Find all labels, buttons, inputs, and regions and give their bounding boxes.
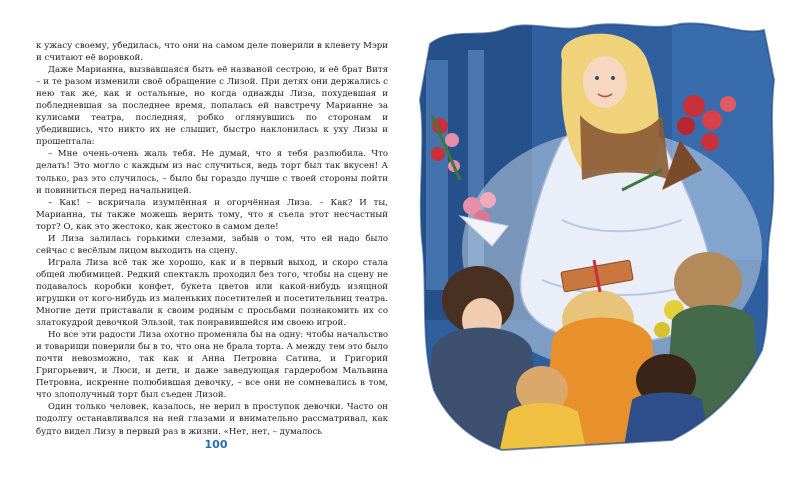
paragraph: Один только человек, казалось, не верил в проступок девочки. Часто он подолгу останавливался на ней глазами и внимательно рассматривал, как будто видел Лизу в первый раз в жизни. «Нет, нет, – думалось bbox=[36, 402, 388, 437]
paragraph: Но все эти радости Лиза охотно променяла бы на одну: чтобы начальство и товарищи поверили бы в то, что она не брала торта. А между тем это было почти невозможно, так как и Анна Петровна Сатина, и Григорий Григорьевич, и Люси, и дети, и даже заведующая гардеробом Мальвина Петровна, искренне полюбившая девочку, – все они не сомневались в том, что злополучный торт был съеден Лизой. bbox=[36, 330, 388, 401]
paragraph: к ужасу своему, убедилась, что они на самом деле поверили в клевету Мэри и считают её воровкой. bbox=[36, 41, 388, 64]
paragraph: – Мне очень-очень жаль тебя. Не думай, что я тебя разлюбила. Что делать! Это могло с каждым из нас случиться, ведь торт был так вкусен! А только, раз это случилось, – было бы гораздо лучше с твоей стороны пойти и повиниться перед начальницей. bbox=[36, 149, 388, 196]
paragraph: Играла Лиза всё так же хорошо, как и в первый выход, и скоро стала общей любимицей. Редкий спектакль проходил без того, чтобы на сцену не подавалось коробки конфет, букета цветов или какой-нибудь изящной игрушки от кого-нибудь из маленьких посетителей и посетительниц театра. Многие дети приставали к своим родным с просьбами познакомить их со златокудрой девочкой Эльзой, так понравившейся им своею игрой. bbox=[36, 257, 388, 329]
paragraph: – Как! – вскричала изумлённая и огорчённая Лиза. – Как? И ты, Марианна, ты также можешь верить тому, что я съела этот несчастный торт? О, как это жестоко, как жестоко в самом деле! bbox=[36, 197, 388, 232]
paragraph: И Лиза залилась горькими слезами, забыв о том, что ей надо было сейчас с весёлым лицом выходить на сцену. bbox=[36, 233, 388, 256]
watercolor-illustration bbox=[412, 20, 780, 458]
page-number: 100 bbox=[204, 438, 228, 451]
left-page-text bbox=[36, 40, 388, 440]
illustration-scene bbox=[412, 20, 780, 458]
girl-face bbox=[583, 56, 627, 108]
paragraph: Даже Марианна, вызвавшаяся быть её названой сестрою, и её брат Витя – и те разом изменили своё обращение с Лизой. При детях они держались с нею так же, как и остальные, но когда однажды Лиза, похудевшая и побледневшая за последнее время, попалась ей навстречу Марианне за кулисами театра, последняя, робко оглянувшись по сторонам и убедившись, что никто их не слышит, быстро наклонилась к уху Лизы и прошептала: bbox=[36, 65, 388, 148]
